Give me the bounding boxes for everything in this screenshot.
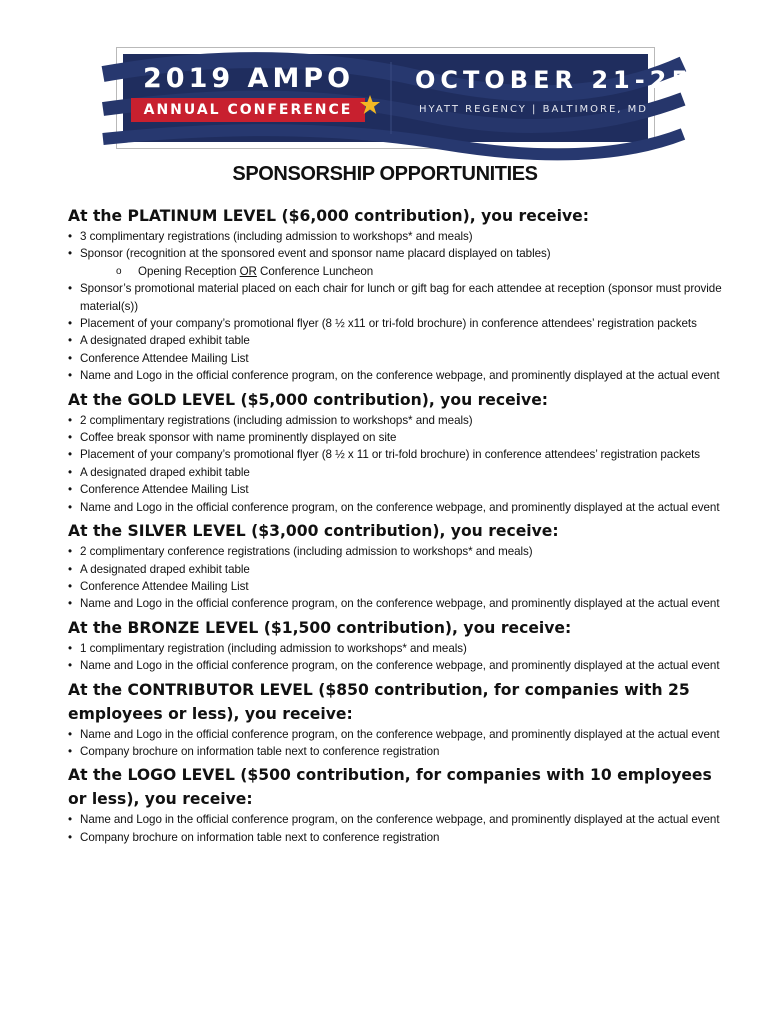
sub-item-text: Opening Reception (138, 264, 240, 278)
list-item: • Placement of your company’s promotional flyer (8 ½ x11 or tri-fold brochure) in conference attendees’ registration packets (68, 315, 728, 332)
list-item: • Company brochure on information table next to conference registration (68, 743, 728, 760)
level-heading-silver: At the SILVER LEVEL ($3,000 contribution), you receive: (68, 522, 559, 541)
list-item: • Name and Logo in the official conference program, on the conference webpage, and prominently displayed at the actual event (68, 595, 728, 612)
star-icon (359, 94, 381, 116)
conference-banner (116, 47, 694, 149)
level-heading-platinum: At the PLATINUM LEVEL ($6,000 contribution), you receive: (68, 207, 589, 225)
list-item: • Name and Logo in the official conference program, on the conference webpage, and prominently displayed at the actual event (68, 367, 728, 384)
level-list-silver (68, 543, 728, 613)
list-item: • Name and Logo in the official conference program, on the conference webpage, and prominently displayed at the actual event (68, 811, 728, 828)
list-item: • Conference Attendee Mailing List (68, 350, 728, 367)
sub-item-underlined: OR (239, 264, 257, 278)
list-item: • A designated draped exhibit table (68, 464, 728, 481)
list-item: • Sponsor’s promotional material placed on each chair for lunch or gift bag for each attendee at reception (sponsor must provide material(s)) (68, 280, 728, 315)
level-heading-gold: At the GOLD LEVEL ($5,000 contribution), you receive: (68, 390, 549, 409)
list-item: • Name and Logo in the official conference program, on the conference webpage, and prominently displayed at the actual event (68, 726, 728, 743)
list-item: • A designated draped exhibit table (68, 561, 728, 578)
level-list-contributor (68, 726, 728, 761)
list-item: • 2 complimentary registrations (including admission to workshops* and meals) (68, 412, 728, 429)
level-list-bronze (68, 640, 728, 675)
list-item: • Conference Attendee Mailing List (68, 481, 728, 498)
sub-list-item (68, 263, 728, 280)
list-item: • Sponsor (recognition at the sponsored event and sponsor name placard displayed on tables) (68, 245, 728, 262)
banner-panel (123, 54, 694, 142)
level-heading-contributor: At the CONTRIBUTOR LEVEL ($850 contribution, for companies with 25 employees or less), you receive: (68, 680, 690, 723)
banner-title: 2019 AMPO (143, 63, 355, 94)
banner-dates: OCTOBER 21-25 (415, 66, 694, 94)
list-item: • Name and Logo in the official conference program, on the conference webpage, and prominently displayed at the actual event (68, 657, 728, 674)
list-item: • Name and Logo in the official conference program, on the conference webpage, and prominently displayed at the actual event (68, 499, 728, 516)
level-heading-logo: At the LOGO LEVEL ($500 contribution, for companies with 10 employees or less), you receive: (68, 766, 712, 809)
list-item: • Conference Attendee Mailing List (68, 578, 728, 595)
level-heading-bronze: At the BRONZE LEVEL ($1,500 contribution), you receive: (68, 618, 572, 637)
sub-item-text: Conference Luncheon (256, 264, 374, 278)
list-item: • Placement of your company’s promotional flyer (8 ½ x 11 or tri-fold brochure) in conference attendees’ registration packets (68, 446, 728, 463)
banner-subtitle: ANNUAL CONFERENCE (131, 98, 365, 122)
sponsorship-levels (68, 204, 728, 846)
list-item: • 3 complimentary registrations (including admission to workshops* and meals) (68, 228, 728, 245)
page-title: SPONSORSHIP OPPORTUNITIES (232, 163, 538, 185)
banner-venue: HYATT REGENCY | BALTIMORE, MD (419, 104, 648, 115)
level-list-platinum (68, 228, 728, 385)
list-item: • Company brochure on information table next to conference registration (68, 829, 728, 846)
list-item: • 2 complimentary conference registrations (including admission to workshops* and meals) (68, 543, 728, 560)
list-item: • A designated draped exhibit table (68, 332, 728, 349)
level-list-gold (68, 412, 728, 516)
level-list-logo (68, 811, 728, 846)
list-item: • 1 complimentary registration (including admission to workshops* and meals) (68, 640, 728, 657)
list-item: • Coffee break sponsor with name prominently displayed on site (68, 429, 728, 446)
